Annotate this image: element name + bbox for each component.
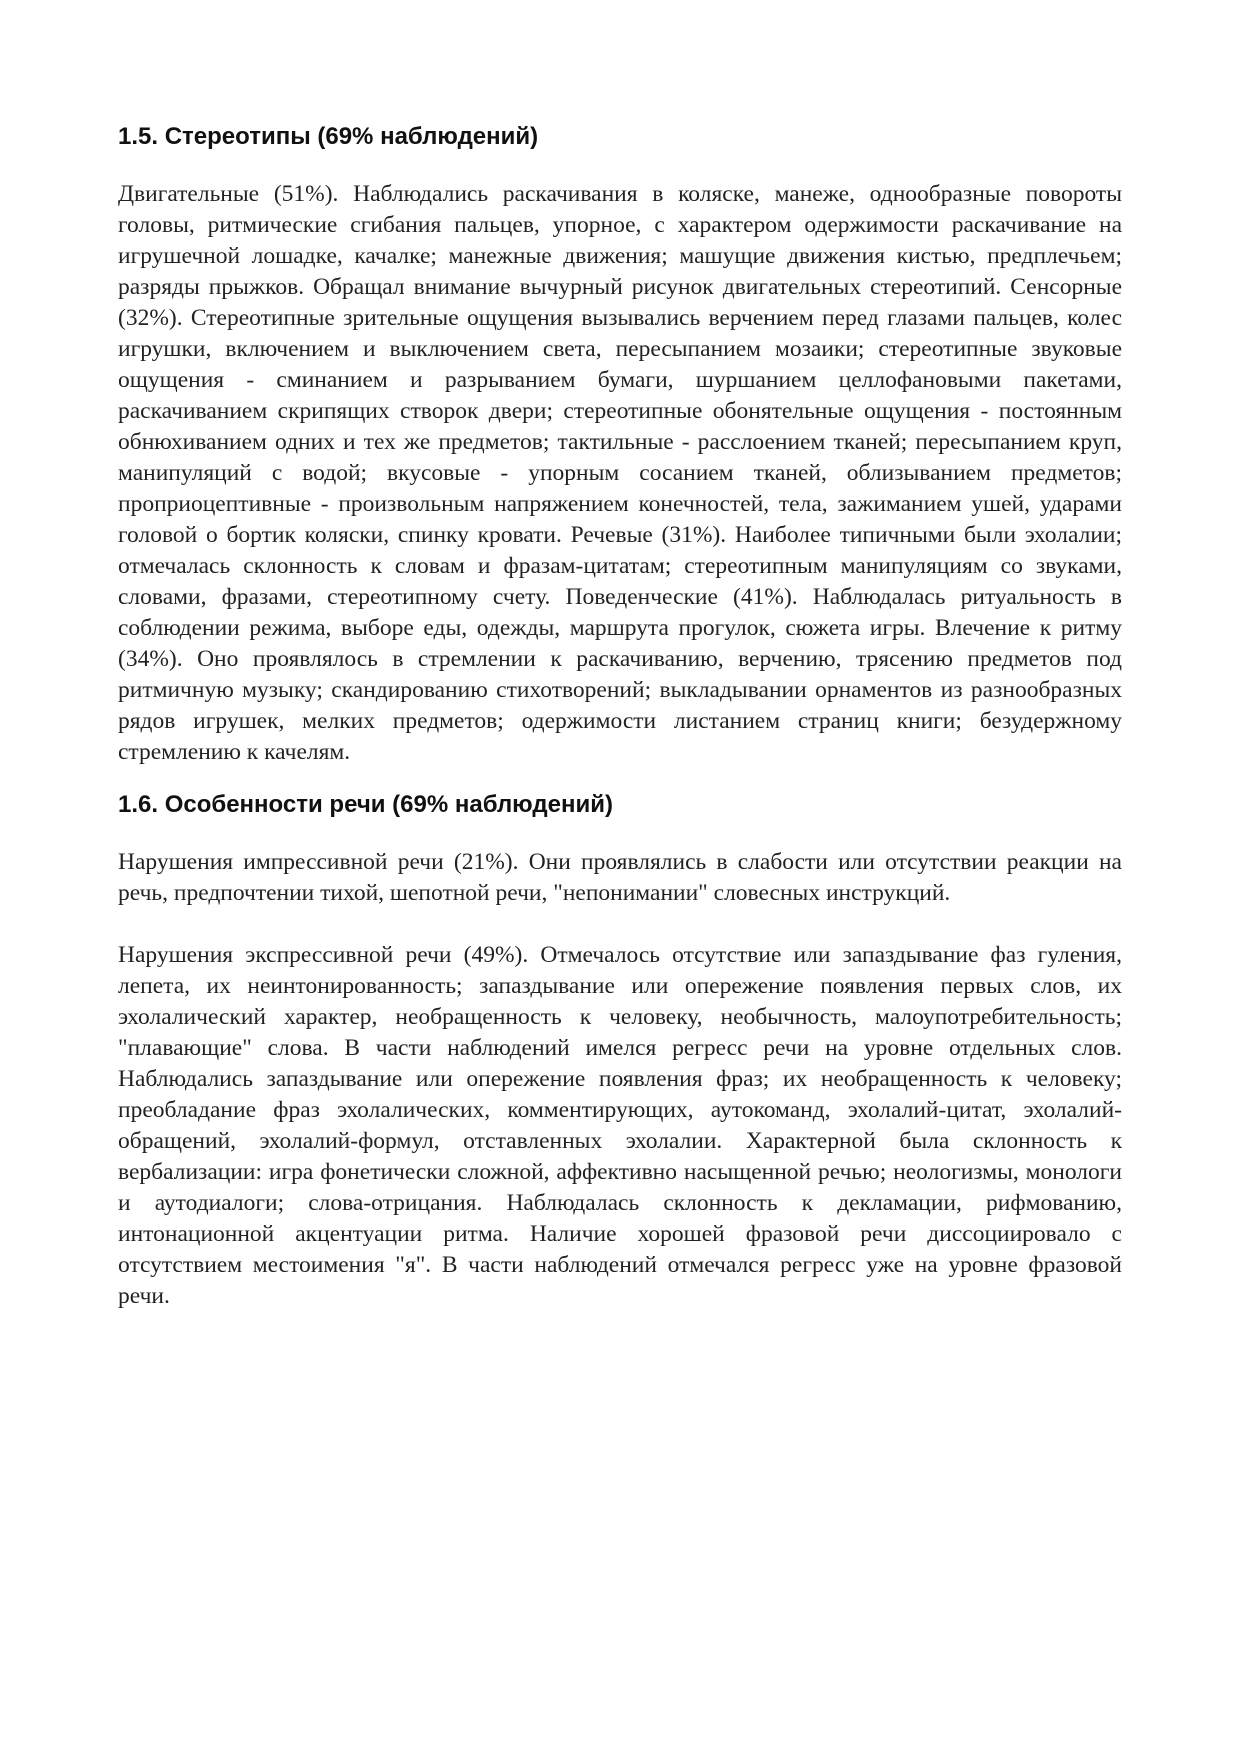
paragraph-expressive-speech: Нарушения экспрессивной речи (49%). Отмечалось отсутствие или запаздывание фаз гуления, лепета, их неинтонированность; запаздывание или опережение появления первых слов, их эхолалический характер, необращенность к человеку, необычность, малоупотребительность; "плавающие" слова. В части наблюдений имелся регресс речи на уровне отдельных слов. Наблюдались запаздывание или опережение появления фраз; их необращенность к человеку; преобладание фраз эхолалических, комментирующих, аутокоманд, эхолалий-цитат, эхолалий-обращений, эхолалий-формул, отставленных эхолалии. Характерной была склонность к вербализации: игра фонетически сложной, аффективно насыщенной речью; неологизмы, монологи и аутодиалоги; слова-отрицания. Наблюдалась склонность к декламации, рифмованию, интонационной акцентуации ритма. Наличие хорошей фразовой речи диссоциировало с отсутствием местоимения "я". В части наблюдений отмечался регресс уже на уровне фразовой речи. [118,942,1122,1309]
paragraph-stereotypes: Двигательные (51%). Наблюдались раскачивания в коляске, манеже, однообразные повороты головы, ритмические сгибания пальцев, упорное, с характером одержимости раскачивание на игрушечной лошадке, качалке; манежные движения; машущие движения кистью, предплечьем; разряды прыжков. Обращал внимание вычурный рисунок двигательных стереотипий. Сенсорные (32%). Стереотипные зрительные ощущения вызывались верчением перед глазами пальцев, колес игрушки, включением и выключением света, пересыпанием мозаики; стереотипные звуковые ощущения - сминанием и разрыванием бумаги, шуршанием целлофановыми пакетами, раскачиванием скрипящих створок двери; стереотипные обонятельные ощущения - постоянным обнюхиванием одних и тех же предметов; тактильные - расслоением тканей; пересыпанием круп, манипуляций с водой; вкусовые - упорным сосанием тканей, облизыванием предметов; проприоцептивные - произвольным напряжением конечностей, тела, зажиманием ушей, ударами головой о бортик коляски, спинку кровати. Речевые (31%). Наиболее типичными были эхолалии; отмечалась склонность к словам и фразам-цитатам; стереотипным манипуляциям со звуками, словами, фразами, стереотипному счету. Поведенческие (41%). Наблюдалась ритуальность в соблюдении режима, выборе еды, одежды, маршрута прогулок, сюжета игры. Влечение к ритму (34%). Оно проявлялось в стремлении к раскачиванию, верчению, трясению предметов под ритмичную музыку; скандированию стихотворений; выкладывании орнаментов из разнообразных рядов игрушек, мелких предметов; одержимости листанием страниц книги; безудержному стремлению к качелям. [118,181,1122,765]
paragraph-impressive-speech: Нарушения импрессивной речи (21%). Они проявлялись в слабости или отсутствии реакции на речь, предпочтении тихой, шепотной речи, "непонимании" словесных инструкций. [118,849,1122,906]
section-heading-stereotypes: 1.5. Стереотипы (69% наблюдений) [118,123,539,150]
page-content [118,118,1122,1312]
section-heading-speech-features: 1.6. Особенности речи (69% наблюдений) [118,791,613,818]
